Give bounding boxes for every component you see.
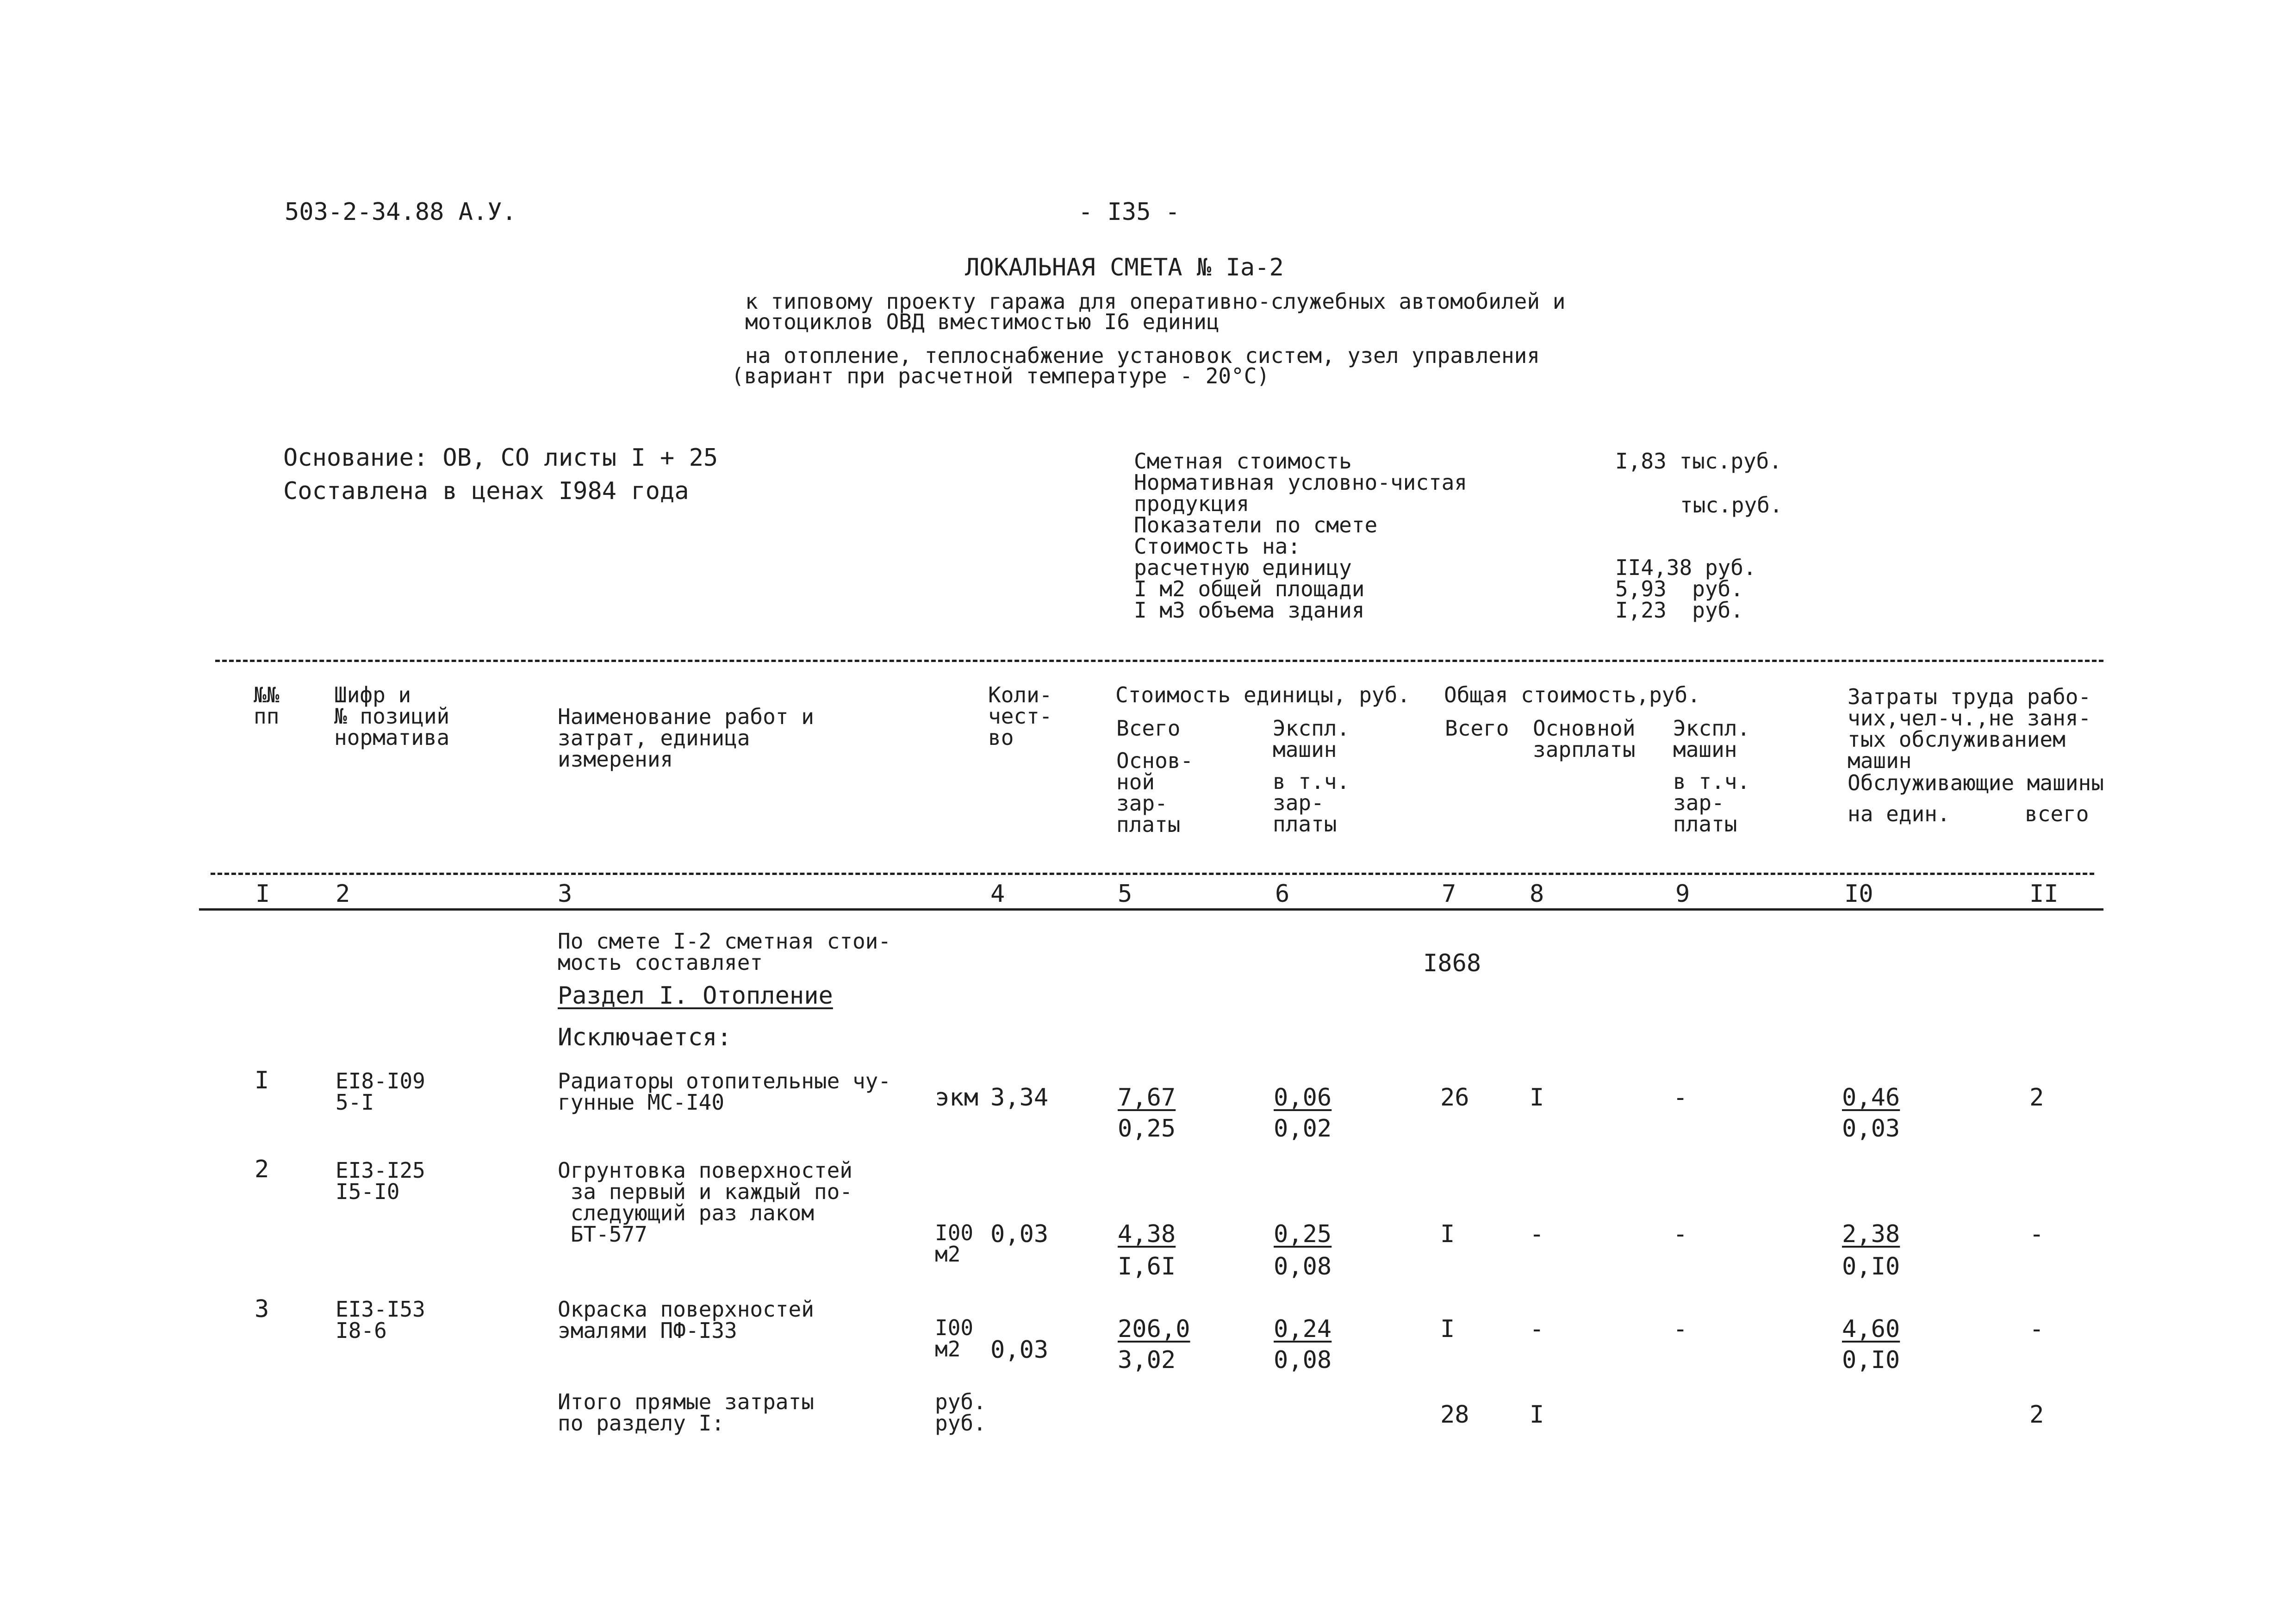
row-quantity: 0,03 [990,1220,1049,1248]
summary-label-7: I м2 общей площади [1134,576,1365,601]
estimate-cost-value: I,83 тыс.руб. [1615,449,1782,474]
header-quantity: Коли- чест- во [988,682,1052,750]
column-number: 3 [558,880,572,908]
subtitle-line-3: на отопление, теплоснабжение установок систем, узел управления [745,343,1540,368]
row-unit-machines-wage: 0,08 [1274,1346,1332,1374]
summary-label-5: Стоимость на: [1134,534,1301,559]
cost-per-m3-value: I,23 руб. [1615,598,1743,623]
section-title: Раздел I. Отопление [558,982,833,1010]
summary-label-6: расчетную единицу [1134,555,1352,580]
row-unit-machines: 0,06 [1274,1084,1332,1112]
summary-label-2: Нормативная условно-чистая [1134,470,1468,495]
subtotal-base-wage: I [1530,1401,1544,1429]
header-labor-total: всего [2025,801,2089,826]
summary-label-8: I м3 объема здания [1134,598,1365,623]
subtotal-total-all: 28 [1440,1401,1469,1429]
row-name: Радиаторы отопительные чу- гунные МС-I40 [558,1068,891,1115]
column-number: 6 [1275,880,1290,908]
row-name: Огрунтовка поверхностей за первый и каждый по- следующий раз лаком БТ-577 [558,1158,852,1247]
column-number: I [255,880,270,908]
header-total-cost-group: Общая стоимость,руб. [1444,682,1700,707]
row-name: Окраска поверхностей эмалями ПФ-I33 [558,1297,814,1343]
row-unit-total: 206,0 [1118,1315,1190,1343]
intro-text: По смете I-2 сметная стои- мость составляет [558,929,891,975]
intro-total-value: I868 [1423,949,1481,977]
document-code: 503-2-34.88 А.У. [285,198,516,226]
row-labor-service-per-unit: 0,I0 [1842,1346,1900,1374]
row-labor-per-unit: 4,60 [1842,1315,1900,1343]
row-number: I [255,1067,269,1094]
column-number: I0 [1844,880,1873,908]
table-top-rule [215,660,2103,662]
header-unit-base-wage: Основ- ной зар- платы [1116,748,1194,837]
header-labor-service: Обслуживающие машины [1848,770,2104,795]
row-unit: экм [935,1084,978,1112]
row-labor-total: - [2029,1220,2044,1248]
row-labor-service-per-unit: 0,03 [1842,1115,1900,1143]
row-unit-total: 7,67 [1118,1084,1176,1112]
subtitle-line-2: мотоциклов ОВД вместимостью I6 единиц [745,309,1220,334]
row-unit-machines: 0,25 [1274,1220,1332,1248]
row-labor-total: - [2029,1315,2044,1343]
column-number: 5 [1118,880,1132,908]
subtotal-label: Итого прямые затраты по разделу I: [558,1389,814,1436]
summary-label-4: Показатели по смете [1134,512,1378,537]
header-total-base-wage: Основной зарплаты [1533,716,1636,762]
row-code: EI3-I53 I8-6 [336,1297,425,1343]
header-labor-group: Затраты труда рабо- чих,чел-ч.,не заня- тых обслуживанием машин [1848,684,2091,773]
row-quantity: 0,03 [990,1336,1049,1364]
header-unit-cost-group: Стоимость единицы, руб. [1115,682,1410,707]
row-unit: I00 м2 [935,1315,974,1362]
column-number: 7 [1442,880,1456,908]
header-work-name: Наименование работ и затрат, единица измерения [558,704,814,772]
cost-per-unit-value: II4,38 руб. [1615,555,1756,580]
header-row-number: №№ пп [254,682,280,729]
row-unit-base-wage: I,6I [1118,1253,1176,1280]
column-number: 4 [990,880,1005,908]
header-unit-machines-wage: в т.ч. зар- платы [1273,769,1350,837]
header-total-machines-wage: в т.ч. зар- платы [1673,769,1750,837]
header-code: Шифр и № позиций норматива [334,682,450,750]
row-unit-machines: 0,24 [1274,1315,1332,1343]
row-labor-per-unit: 0,46 [1842,1084,1900,1112]
column-number: 8 [1530,880,1544,908]
summary-label-1: Сметная стоимость [1134,449,1352,474]
row-unit-machines-wage: 0,08 [1274,1253,1332,1280]
page-number: - I35 - [1078,198,1180,226]
row-unit-total: 4,38 [1118,1220,1176,1248]
column-number: 2 [336,880,350,908]
basis-line: Основание: ОВ, СО листы I + 25 [283,444,718,472]
header-total-all: Всего [1445,716,1509,741]
column-numbers-rule [199,908,2103,911]
excluded-label: Исключается: [558,1024,732,1051]
row-total-all: I [1440,1220,1455,1248]
subtotal-units: руб. руб. [935,1389,986,1436]
row-total-machines: - [1673,1315,1688,1343]
row-labor-total: 2 [2029,1084,2044,1112]
column-number: 9 [1675,880,1690,908]
row-unit-base-wage: 3,02 [1118,1346,1176,1374]
row-quantity: 3,34 [990,1084,1049,1112]
row-total-all: 26 [1440,1084,1469,1112]
net-product-unit: тыс.руб. [1680,493,1783,518]
header-labor-per-unit: на един. [1848,801,1950,826]
row-total-base-wage: - [1530,1220,1544,1248]
row-total-machines: - [1673,1220,1688,1248]
row-number: 2 [255,1156,269,1183]
row-total-all: I [1440,1315,1455,1343]
subtitle-line-1: к типовому проекту гаража для оперативно-служебных автомобилей и [745,289,1566,314]
price-level-line: Составлена в ценах I984 года [283,477,689,505]
header-bottom-rule [211,873,2094,875]
header-unit-total: Всего [1116,716,1181,741]
column-number: II [2029,880,2059,908]
row-code: EI3-I25 I5-I0 [336,1158,425,1204]
header-unit-machines: Экспл. машин [1273,716,1350,762]
row-labor-service-per-unit: 0,I0 [1842,1253,1900,1280]
row-total-machines: - [1673,1084,1688,1112]
subtotal-labor-total: 2 [2029,1401,2044,1429]
row-number: 3 [255,1295,269,1323]
row-unit-machines-wage: 0,02 [1274,1115,1332,1143]
subtitle-line-4: (вариант при расчетной температуре - 20°С) [731,363,1270,388]
header-total-machines: Экспл. машин [1673,716,1750,762]
cost-per-m2-value: 5,93 руб. [1615,576,1743,601]
row-code: EI8-I09 5-I [336,1068,425,1115]
row-total-base-wage: - [1530,1315,1544,1343]
summary-label-3: продукция [1134,491,1250,516]
estimate-title: ЛОКАЛЬНАЯ СМЕТА № Iа-2 [965,254,1284,281]
row-labor-per-unit: 2,38 [1842,1220,1900,1248]
row-total-base-wage: I [1530,1084,1544,1112]
row-unit: I00 м2 [935,1220,974,1267]
row-unit-base-wage: 0,25 [1118,1115,1176,1143]
